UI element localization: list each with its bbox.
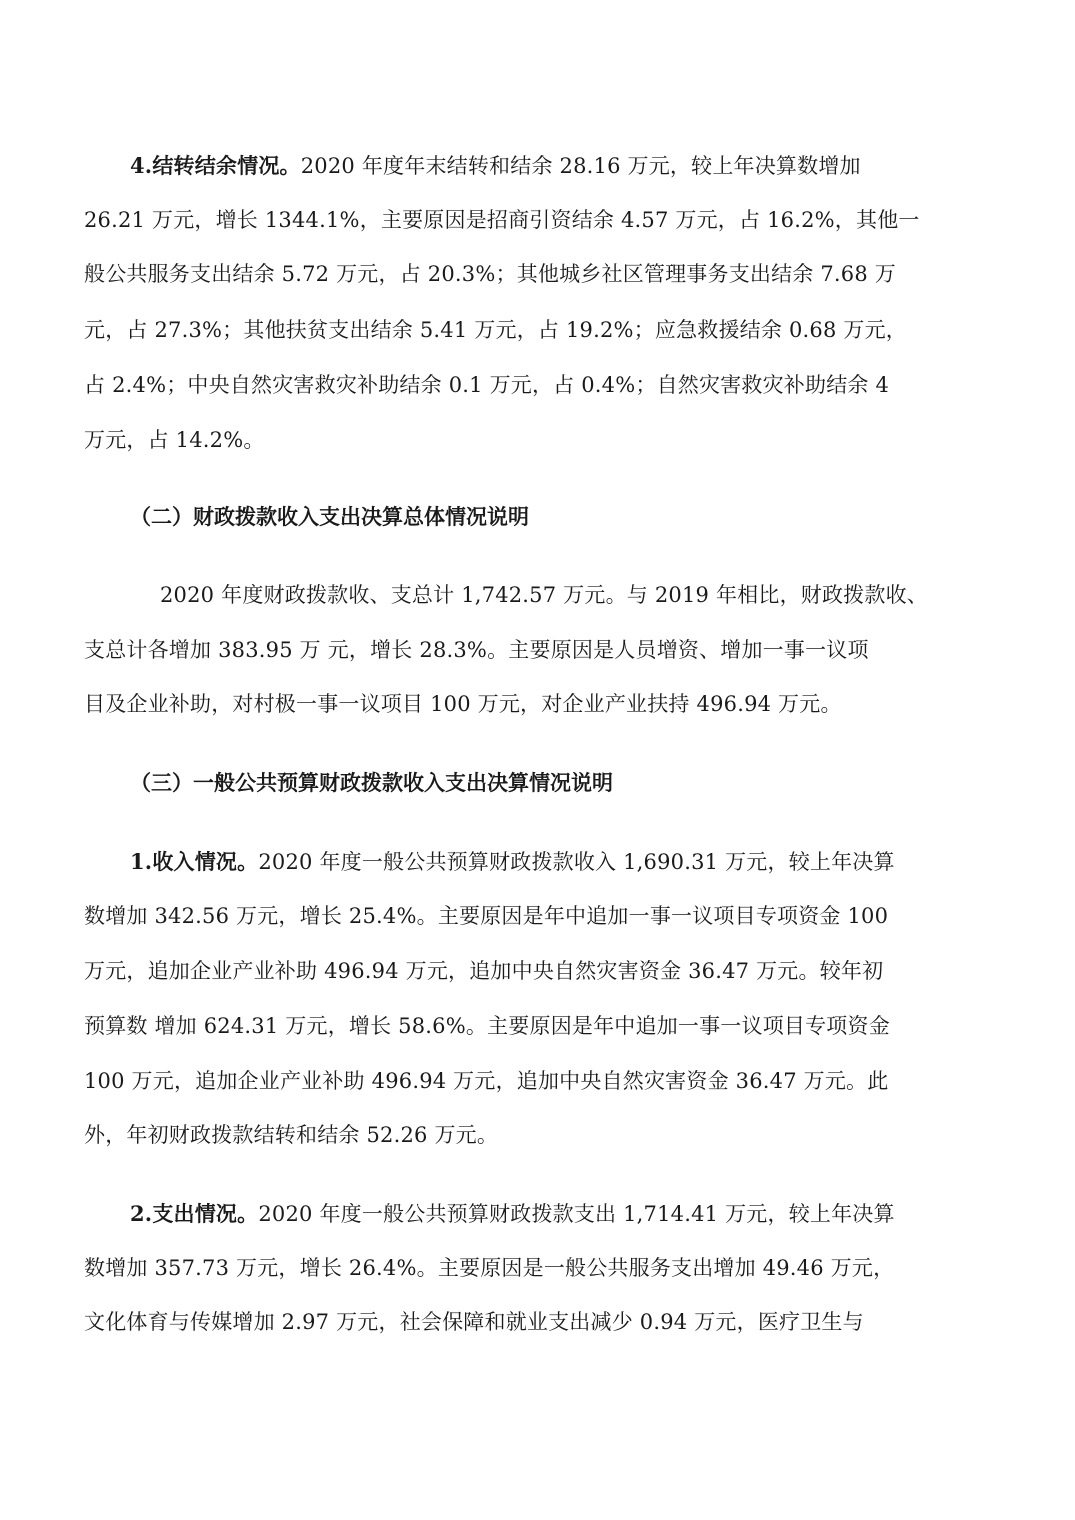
income-text: 2020 年度一般公共预算财政拨款收入 1,690.31 万元，较上年决算 [258,850,895,874]
section-heading-general-budget: （三）一般公共预算财政拨款收入支出决算情况说明 [130,770,613,795]
carryover-paragraph-line-4: 元，占 27.3%；其他扶贫支出结余 5.41 万元，占 19.2%；应急救援结余 0.68 万元， [84,318,907,342]
carryover-paragraph-line-2: 26.21 万元，增长 1344.1%，主要原因是招商引资结余 4.57 万元，占 16.2%，其他一 [84,208,920,232]
fiscal-overall-line-2: 支总计各增加 383.95 万 元，增长 28.3%。主要原因是人员增资、增加一事一议项 [84,638,869,662]
expense-text: 2020 年度一般公共预算财政拨款支出 1,714.41 万元，较上年决算 [258,1202,895,1226]
income-paragraph-line-6: 外，年初财政拨款结转和结余 52.26 万元。 [84,1123,499,1147]
carryover-lead: 4.结转结余情况。 [130,153,301,178]
income-paragraph-line-3: 万元，追加企业产业补助 496.94 万元，追加中央自然灾害资金 36.47 万元。较年初 [84,959,884,983]
income-paragraph-line-2: 数增加 342.56 万元，增长 25.4%。主要原因是年中追加一事一议项目专项资金 100 [84,904,889,928]
fiscal-overall-line-1: 2020 年度财政拨款收、支总计 1,742.57 万元。与 2019 年相比，财政拨款收、 [160,583,928,607]
carryover-paragraph-line-3: 般公共服务支出结余 5.72 万元，占 20.3%；其他城乡社区管理事务支出结余 7.68 万 [84,262,897,286]
carryover-paragraph-line-6: 万元，占 14.2%。 [84,428,265,452]
carryover-text: 2020 年度年末结转和结余 28.16 万元，较上年决算数增加 [300,154,861,178]
income-paragraph-line-4: 预算数 增加 624.31 万元，增长 58.6%。主要原因是年中追加一事一议项目专项资金 [84,1014,890,1038]
carryover-paragraph-line-5: 占 2.4%；中央自然灾害救灾补助结余 0.1 万元，占 0.4%；自然灾害救灾补助结余 4 [84,373,890,397]
expense-lead: 2.支出情况。 [130,1201,259,1226]
income-lead: 1.收入情况。 [130,849,259,874]
section-heading-fiscal-overall: （二）财政拨款收入支出决算总体情况说明 [130,504,529,529]
expense-paragraph-line-3: 文化体育与传媒增加 2.97 万元，社会保障和就业支出减少 0.94 万元，医疗卫生与 [84,1310,864,1334]
expense-paragraph-line-2: 数增加 357.73 万元，增长 26.4%。主要原因是一般公共服务支出增加 49.46 万元， [84,1256,895,1280]
expense-paragraph-line-1 [130,1199,980,1229]
income-paragraph-line-5: 100 万元，追加企业产业补助 496.94 万元，追加中央自然灾害资金 36.47 万元。此 [84,1069,889,1093]
carryover-paragraph-line-1 [130,151,980,181]
fiscal-overall-line-3: 目及企业补助，对村极一事一议项目 100 万元，对企业产业扶持 496.94 万元。 [84,692,842,716]
income-paragraph-line-1 [130,847,980,877]
